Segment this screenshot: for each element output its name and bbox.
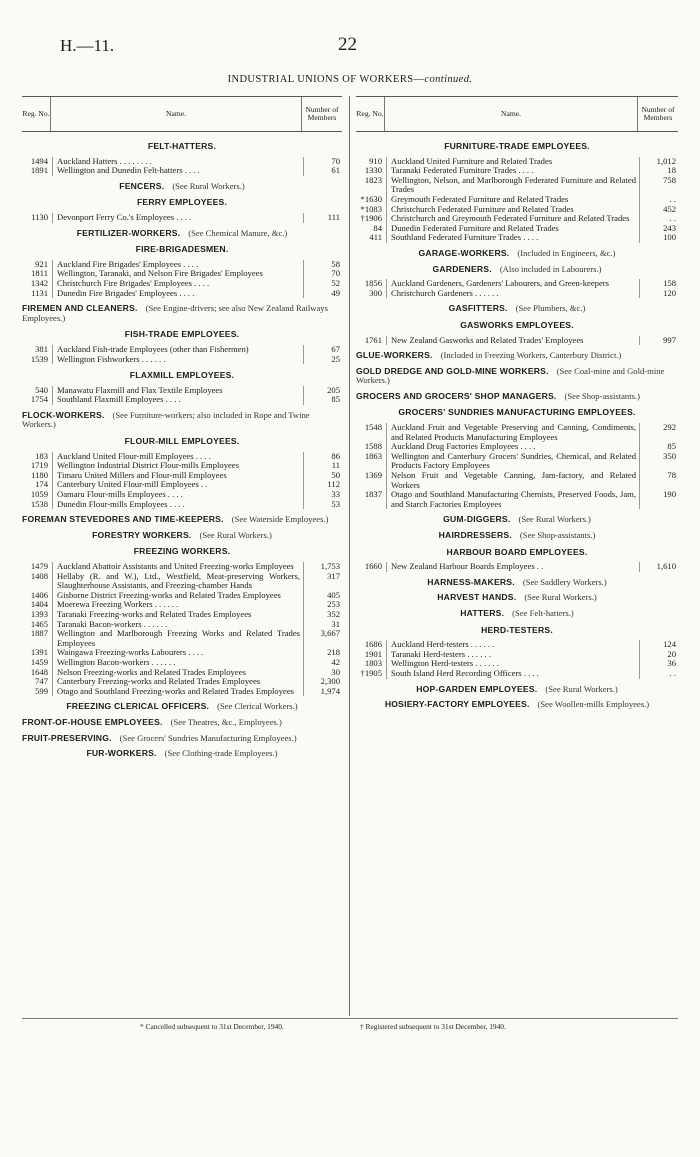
right-column xyxy=(356,96,678,715)
cross-reference xyxy=(356,249,678,259)
left-column xyxy=(22,96,342,764)
xref-key: FRUIT-PRESERVING. xyxy=(22,732,112,743)
cross-reference xyxy=(356,578,678,588)
table-row xyxy=(22,500,342,510)
members-cell: . . xyxy=(639,669,678,679)
cross-reference xyxy=(356,367,678,386)
reg-cell: 1891 xyxy=(30,165,48,176)
xref-key: FRONT-OF-HOUSE EMPLOYEES. xyxy=(22,716,163,727)
name-cell: Nelson Freezing-works and Related Trades Employees xyxy=(52,668,303,678)
reg-cell: 921 xyxy=(35,258,48,269)
name-cell: South Island Herd Recording Officers . . . . xyxy=(386,669,639,679)
report-code: H.—11. xyxy=(60,36,115,55)
reg-cell: 1391 xyxy=(30,647,48,658)
cross-reference xyxy=(356,392,678,402)
section-heading: FLAXMILL EMPLOYEES. xyxy=(129,370,235,381)
cross-reference xyxy=(22,718,342,728)
section-rows xyxy=(22,157,342,176)
members-cell: 292 xyxy=(639,423,678,442)
xref-note: (See Chemical Manure, &c.) xyxy=(188,227,288,238)
name-cell: Auckland Fire Brigades' Employees . . . . xyxy=(52,260,303,270)
members-cell: 1,753 xyxy=(303,562,342,572)
section-rows xyxy=(22,213,342,223)
reg-cell: 1465 xyxy=(30,618,48,629)
page-title xyxy=(0,74,700,85)
name-cell: Canterbury Freezing-works and Related Trades Employees xyxy=(52,677,303,687)
cross-reference xyxy=(356,685,678,695)
cross-reference xyxy=(22,515,342,525)
members-cell: 452 xyxy=(639,205,678,215)
title-continued: continued. xyxy=(424,74,473,85)
cross-reference xyxy=(22,411,342,430)
reg-header: Reg. No. xyxy=(22,109,50,118)
section-rows xyxy=(22,386,342,405)
xref-key: GASFITTERS. xyxy=(448,303,508,314)
table-row xyxy=(22,572,342,591)
members-cell: 20 xyxy=(639,650,678,660)
xref-key: HARNESS-MAKERS. xyxy=(427,576,515,587)
cross-reference xyxy=(356,609,678,619)
table-row xyxy=(22,289,342,299)
xref-note: (Included in Engineers, &c.) xyxy=(517,247,616,258)
members-cell: 50 xyxy=(303,471,342,481)
section-heading: HARBOUR BOARD EMPLOYEES. xyxy=(446,546,588,557)
section-heading: FURNITURE-TRADE EMPLOYEES. xyxy=(444,141,590,151)
section-rows xyxy=(356,562,678,572)
footnote-registered: † Registered subsequent to 31st December, 1940. xyxy=(360,1022,506,1031)
section-heading: FELT-HATTERS. xyxy=(147,141,217,151)
members-cell: 42 xyxy=(303,658,342,668)
name-cell: Dunedin Federated Furniture and Related Trades xyxy=(386,224,639,234)
section-heading: FLOUR-MILL EMPLOYEES. xyxy=(124,436,240,447)
members-cell: 120 xyxy=(639,289,678,299)
section-heading: GROCERS' SUNDRIES MANUFACTURING EMPLOYEES. xyxy=(398,407,636,418)
name-cell: Wellington and Canterbury Grocers' Sundries, Chemical, and Related Products Factory Employees xyxy=(386,452,639,471)
section-heading: FERRY EMPLOYEES. xyxy=(136,197,228,208)
cross-reference xyxy=(356,304,678,314)
xref-note: (See Engine-drivers; see also New Zealand Railways Employees.) xyxy=(22,303,328,323)
section-rows xyxy=(22,562,342,696)
members-cell: 85 xyxy=(303,395,342,405)
members-cell: 100 xyxy=(639,233,678,243)
cross-reference xyxy=(356,265,678,275)
table-row xyxy=(22,629,342,648)
reg-cell: 1648 xyxy=(30,666,48,677)
name-cell: Waingawa Freezing-works Labourers . . . . xyxy=(52,648,303,658)
reg-header: Reg. No. xyxy=(356,109,384,118)
name-cell: Taranaki Bacon-workers . . . . . . xyxy=(52,620,303,630)
table-header xyxy=(356,96,678,132)
section-heading: FREEZING WORKERS. xyxy=(133,546,231,557)
members-cell: 218 xyxy=(303,648,342,658)
name-cell: Taranaki Freezing-works and Related Trades Employees xyxy=(52,610,303,620)
members-cell: 111 xyxy=(303,213,342,223)
xref-key: FREEZING CLERICAL OFFICERS. xyxy=(66,701,210,712)
xref-note: (See Rural Workers.) xyxy=(518,514,591,525)
page-number: 22 xyxy=(338,34,357,55)
table-row xyxy=(22,166,342,176)
reg-cell: 1404 xyxy=(30,599,48,610)
reg-cell: 1686 xyxy=(364,639,382,650)
xref-note: (See Saddlery Workers.) xyxy=(522,576,607,587)
reg-cell: 1803 xyxy=(364,658,382,669)
reg-cell: 599 xyxy=(35,685,48,696)
xref-note: (See Shop-assistants.) xyxy=(564,390,640,401)
members-cell: 70 xyxy=(303,269,342,279)
reg-cell: 910 xyxy=(369,155,382,166)
reg-cell: 1719 xyxy=(30,460,48,471)
xref-note: (See Plumbers, &c.) xyxy=(515,303,586,314)
reg-cell: 1130 xyxy=(31,211,48,222)
members-cell: 33 xyxy=(303,490,342,500)
members-cell: 11 xyxy=(303,461,342,471)
reg-cell: 1811 xyxy=(31,268,48,279)
title-main: INDUSTRIAL UNIONS OF WORKERS— xyxy=(227,74,425,85)
reg-cell: 1863 xyxy=(364,450,382,461)
xref-key: HOP-GARDEN EMPLOYEES. xyxy=(416,683,538,694)
reg-cell: 1059 xyxy=(30,489,48,500)
members-cell: 31 xyxy=(303,620,342,630)
reg-cell: 1131 xyxy=(31,287,48,298)
reg-cell: 1660 xyxy=(364,561,382,572)
cross-reference xyxy=(356,351,678,361)
reg-cell: 1761 xyxy=(364,334,382,345)
xref-key: FORESTRY WORKERS. xyxy=(92,529,192,540)
section-rows xyxy=(356,423,678,509)
xref-note: (See Theatres, &c., Employees.) xyxy=(170,716,282,727)
xref-note: (See Rural Workers.) xyxy=(172,180,245,191)
reg-cell: 1837 xyxy=(364,489,382,500)
table-row xyxy=(356,423,678,442)
reg-cell: 1901 xyxy=(364,648,382,659)
name-cell: Dunedin Flour-mills Employees . . . . xyxy=(52,500,303,510)
members-cell: 317 xyxy=(303,572,342,591)
reg-cell: 1342 xyxy=(30,277,48,288)
cross-reference xyxy=(22,304,342,323)
footnote-cancelled: * Cancelled subsequent to 31st December, 1940. xyxy=(140,1022,284,1031)
section-rows xyxy=(356,640,678,678)
reg-cell: 747 xyxy=(35,676,48,687)
section-rows xyxy=(356,279,678,298)
name-cell: Wellington Herd-testers . . . . . . xyxy=(386,659,639,669)
name-cell: Timaru United Millers and Flour-mill Employees xyxy=(52,471,303,481)
members-cell: 18 xyxy=(639,166,678,176)
xref-key: GARAGE-WORKERS. xyxy=(418,247,510,258)
cross-reference xyxy=(356,515,678,525)
xref-note: (See Woollen-mills Employees.) xyxy=(537,699,650,710)
name-cell: Christchurch Federated Furniture and Related Trades xyxy=(386,205,639,215)
xref-key: GOLD DREDGE AND GOLD-MINE WORKERS. xyxy=(356,365,549,376)
xref-note: (See Clothing-trade Employees.) xyxy=(164,748,278,759)
xref-note: (See Rural Workers.) xyxy=(199,529,272,540)
xref-note: (See Furniture-workers; also included in Rope and Twine Workers.) xyxy=(22,409,310,430)
name-cell: Otago and Southland Freezing-works and Related Trades Employees xyxy=(52,687,303,697)
table-row xyxy=(356,233,678,243)
reg-cell: 1180 xyxy=(31,469,48,480)
name-cell: Wellington Bacon-workers . . . . . . xyxy=(52,658,303,668)
reg-cell: 1539 xyxy=(30,353,48,364)
name-cell: Devonport Ferry Co.'s Employees . . . . xyxy=(52,213,303,223)
members-cell: 85 xyxy=(639,442,678,452)
xref-key: FOREMAN STEVEDORES AND TIME-KEEPERS. xyxy=(22,514,224,525)
reg-cell: 1538 xyxy=(30,498,48,509)
members-cell: 52 xyxy=(303,279,342,289)
reg-cell: 540 xyxy=(35,384,48,395)
table-row xyxy=(22,395,342,405)
reg-cell: 1408 xyxy=(30,570,48,581)
xref-note: (Also included in Labourers.) xyxy=(499,263,602,274)
xref-key: HATTERS. xyxy=(460,607,505,618)
members-cell: 61 xyxy=(303,166,342,176)
reg-cell: 1494 xyxy=(30,155,48,166)
name-cell: Otago and Southland Manufacturing Chemists, Preserved Foods, Jam, and Starch Factories Employees xyxy=(386,490,639,509)
reg-cell: 183 xyxy=(35,450,48,461)
section-rows xyxy=(22,452,342,510)
members-cell: 67 xyxy=(303,345,342,355)
name-cell: Christchurch Gardeners . . . . . . xyxy=(386,289,639,299)
table-row xyxy=(22,213,342,223)
xref-note: (See Grocers' Sundries Manufacturing Employees.) xyxy=(119,732,297,743)
cross-reference xyxy=(356,700,678,710)
name-cell: Canterbury United Flour-mill Employees . . xyxy=(52,480,303,490)
table-row xyxy=(22,687,342,697)
name-cell: Southland Flaxmill Employees . . . . xyxy=(52,395,303,405)
cross-reference xyxy=(22,531,342,541)
members-cell: . . xyxy=(639,214,678,224)
name-cell: Oamaru Flour-mills Employees . . . . xyxy=(52,490,303,500)
reg-cell: 1369 xyxy=(364,470,382,481)
members-cell: 49 xyxy=(303,289,342,299)
section-rows xyxy=(22,260,342,298)
xref-key: GARDENERS. xyxy=(432,263,492,274)
reg-cell: 1754 xyxy=(30,394,48,405)
name-cell: Auckland Herd-testers . . . . . . xyxy=(386,640,639,650)
name-cell: Southland Federated Furniture Trades . . . . xyxy=(386,233,639,243)
name-cell: Dunedin Fire Brigades' Employees . . . . xyxy=(52,289,303,299)
cross-reference xyxy=(356,593,678,603)
xref-key: FUR-WORKERS. xyxy=(86,748,157,759)
reg-cell: 1459 xyxy=(30,656,48,667)
table-row xyxy=(356,176,678,195)
section-rows xyxy=(356,157,678,243)
name-cell: Taranaki Herd-testers . . . . . . xyxy=(386,650,639,660)
reg-cell: 174 xyxy=(35,479,48,490)
reg-cell: †1905 xyxy=(360,667,382,678)
reg-cell: 84 xyxy=(373,222,382,233)
members-cell: 124 xyxy=(639,640,678,650)
name-cell: Auckland Drug Factories Employees . . . . xyxy=(386,442,639,452)
column-divider xyxy=(349,96,350,1016)
xref-key: HARVEST HANDS. xyxy=(437,592,517,603)
xref-key: FLOCK-WORKERS. xyxy=(22,409,105,420)
name-cell: New Zealand Harbour Boards Employees . . xyxy=(386,562,639,572)
members-cell: 30 xyxy=(303,668,342,678)
name-cell: Auckland Fish-trade Employees (other than Fishermen) xyxy=(52,345,303,355)
reg-cell: 1406 xyxy=(30,589,48,600)
reg-cell: 1330 xyxy=(364,165,382,176)
reg-cell: 1588 xyxy=(364,441,382,452)
name-cell: Auckland United Flour-mill Employees . . . . xyxy=(52,452,303,462)
name-cell: Taranaki Federated Furniture Trades . . . . xyxy=(386,166,639,176)
table-row xyxy=(356,562,678,572)
members-cell: 1,012 xyxy=(639,157,678,167)
xref-key: GLUE-WORKERS. xyxy=(356,350,433,361)
footer-rule xyxy=(22,1018,678,1019)
name-cell: Auckland United Furniture and Related Trades xyxy=(386,157,639,167)
name-cell: Hellaby (R. and W.), Ltd., Westfield, Meat-preserving Workers, Slaughterhouse Assistants, and Freezing-chamber Hands xyxy=(52,572,303,591)
name-cell: Wellington Fishworkers . . . . . . xyxy=(52,355,303,365)
reg-cell: 1479 xyxy=(30,561,48,571)
cross-reference xyxy=(22,229,342,239)
section-rows xyxy=(356,336,678,346)
reg-cell: 1887 xyxy=(30,628,48,639)
name-cell: Wellington, Nelson, and Marlborough Federated Furniture and Related Trades xyxy=(386,176,639,195)
name-header: Name. xyxy=(384,97,638,131)
xref-key: GROCERS AND GROCERS' SHOP MANAGERS. xyxy=(356,390,557,401)
xref-note: (See Clerical Workers.) xyxy=(217,701,298,712)
table-row xyxy=(356,669,678,679)
table-row xyxy=(356,490,678,509)
cross-reference xyxy=(22,749,342,759)
table-row xyxy=(356,471,678,490)
members-cell: 78 xyxy=(639,471,678,490)
members-cell: 2,300 xyxy=(303,677,342,687)
reg-cell: *1630 xyxy=(360,193,382,204)
number-header: Number of Members xyxy=(305,105,339,122)
members-cell: 997 xyxy=(639,336,678,346)
reg-cell: 1548 xyxy=(364,422,382,433)
name-cell: Auckland Gardeners, Gardeners' Labourers, and Green-keepers xyxy=(386,279,639,289)
name-cell: Wellington, Taranaki, and Nelson Fire Brigades' Employees xyxy=(52,269,303,279)
xref-note: (See Shop-assistants.) xyxy=(519,530,596,540)
xref-note: (Included in Freezing Workers, Canterbury District.) xyxy=(440,350,622,361)
name-cell: Manawatu Flaxmill and Flax Textile Employees xyxy=(52,386,303,396)
members-cell: 190 xyxy=(639,490,678,509)
members-cell: 25 xyxy=(303,355,342,365)
table-header xyxy=(22,96,342,132)
members-cell: 53 xyxy=(303,500,342,510)
cross-reference xyxy=(22,702,342,712)
name-cell: New Zealand Gasworks and Related Trades' Employees xyxy=(386,336,639,346)
name-cell: Moerewa Freezing Workers . . . . . . xyxy=(52,600,303,610)
section-rows xyxy=(22,345,342,364)
xref-key: HOSIERY-FACTORY EMPLOYEES. xyxy=(384,699,530,710)
name-cell: Wellington and Dunedin Felt-hatters . . . . xyxy=(52,166,303,176)
reg-cell: 1856 xyxy=(364,278,382,289)
section-heading: FIRE-BRIGADESMEN. xyxy=(135,244,229,255)
members-cell: 253 xyxy=(303,600,342,610)
name-cell: Wellington Industrial District Flour-mills Employees xyxy=(52,461,303,471)
cross-reference xyxy=(22,182,342,192)
members-cell: 3,667 xyxy=(303,629,342,648)
number-header: Number of Members xyxy=(641,105,675,122)
members-cell: 243 xyxy=(639,224,678,234)
xref-note: (See Waterside Employees.) xyxy=(231,514,329,525)
section-heading: FISH-TRADE EMPLOYEES. xyxy=(124,329,240,340)
members-cell: 405 xyxy=(303,591,342,601)
members-cell: 86 xyxy=(303,452,342,462)
reg-cell: 381 xyxy=(35,343,48,354)
members-cell: 1,610 xyxy=(639,562,678,572)
reg-cell: †1906 xyxy=(360,213,382,224)
members-cell: . . xyxy=(639,195,678,205)
members-cell: 36 xyxy=(639,659,678,669)
members-cell: 758 xyxy=(639,176,678,195)
name-cell: Greymouth Federated Furniture and Related Trades xyxy=(386,195,639,205)
name-cell: Gisborne District Freezing-works and Related Trades Employees xyxy=(52,591,303,601)
xref-note: (See Rural Workers.) xyxy=(545,683,618,694)
reg-cell: 300 xyxy=(369,287,382,298)
cross-reference xyxy=(356,531,678,541)
members-cell: 70 xyxy=(303,157,342,167)
name-cell: Christchurch Fire Brigades' Employees . . . . xyxy=(52,279,303,289)
xref-key: FIREMEN AND CLEANERS. xyxy=(22,303,138,314)
table-row xyxy=(22,355,342,365)
name-cell: Auckland Abattoir Assistants and United Freezing-works Employees xyxy=(52,562,303,572)
name-cell: Auckland Fruit and Vegetable Preserving and Canning, Condiments, and Related Products Manufacturing Employees xyxy=(386,423,639,442)
members-cell: 205 xyxy=(303,386,342,396)
xref-key: GUM-DIGGERS. xyxy=(443,514,511,525)
section-heading: GASWORKS EMPLOYEES. xyxy=(460,319,574,330)
table-row xyxy=(356,452,678,471)
xref-note: (See Rural Workers.) xyxy=(524,592,597,603)
name-cell: Nelson Fruit and Vegetable Canning, Jam-factory, and Related Workers xyxy=(386,471,639,490)
members-cell: 1,974 xyxy=(303,687,342,697)
section-heading: HERD-TESTERS. xyxy=(481,624,553,635)
name-cell: Auckland Hatters . . . . . . . . xyxy=(52,157,303,167)
name-header: Name. xyxy=(50,97,302,131)
xref-key: FENCERS. xyxy=(119,180,165,191)
members-cell: 352 xyxy=(303,610,342,620)
reg-cell: *1083 xyxy=(360,203,382,214)
reg-cell: 1823 xyxy=(364,174,382,185)
table-row xyxy=(356,289,678,299)
name-cell: Wellington and Marlborough Freezing Works and Related Trades Employees xyxy=(52,629,303,648)
xref-key: HAIRDRESSERS. xyxy=(438,530,512,540)
members-cell: 58 xyxy=(303,260,342,270)
cross-reference xyxy=(22,734,342,744)
table-row xyxy=(356,336,678,346)
reg-cell: 411 xyxy=(369,232,382,243)
members-cell: 158 xyxy=(639,279,678,289)
xref-note: (See Coal-mine and Gold-mine Workers.) xyxy=(356,365,665,386)
members-cell: 112 xyxy=(303,480,342,490)
reg-cell: 1393 xyxy=(30,608,48,619)
name-cell: Christchurch and Greymouth Federated Furniture and Related Trades xyxy=(386,214,639,224)
xref-key: FERTILIZER-WORKERS. xyxy=(76,227,181,238)
members-cell: 350 xyxy=(639,452,678,471)
xref-note: (See Felt-hatters.) xyxy=(512,607,574,618)
